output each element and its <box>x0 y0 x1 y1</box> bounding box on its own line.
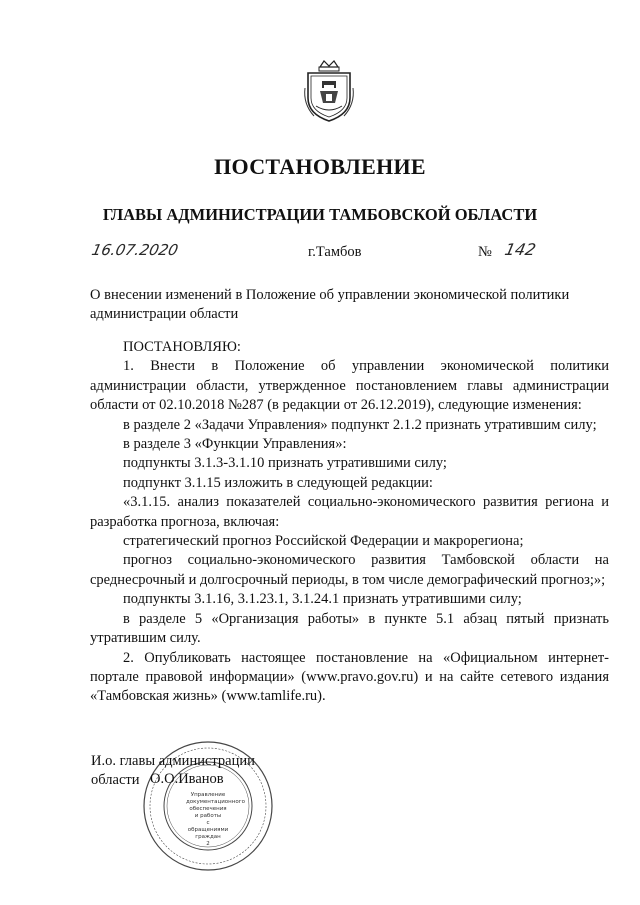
paragraph: в разделе 5 «Организация работы» в пункте 5.1 абзац пятый признать утратившим силу. <box>90 610 609 647</box>
paragraph: стратегический прогноз Российской Федерации и макрорегиона; <box>123 533 524 550</box>
paragraph: в разделе 2 «Задачи Управления» подпункт 2.1.2 признать утратившим силу; <box>123 416 597 433</box>
paragraph: подпункты 3.1.16, 3.1.23.1, 3.1.24.1 признать утратившими силу; <box>123 591 522 608</box>
seal-line: документационного <box>186 799 245 805</box>
seal-line: 2 <box>206 841 210 847</box>
document-subtitle: ГЛАВЫ АДМИНИСТРАЦИИ ТАМБОВСКОЙ ОБЛАСТИ <box>102 205 538 224</box>
paragraph: в разделе 3 «Функции Управления»: <box>123 436 347 453</box>
document-date: 16.07.2020 <box>90 241 180 259</box>
seal-text <box>186 792 245 848</box>
paragraph: подпункт 3.1.15 изложить в следующей редакции: <box>123 474 433 491</box>
tambov-coat-of-arms-icon <box>302 58 356 124</box>
document-title: ПОСТАНОВЛЕНИЕ <box>214 154 426 179</box>
seal-line: обеспечения <box>189 806 227 812</box>
signatory-position-line: И.о. главы администрации <box>91 753 255 769</box>
paragraph: 1. Внести в Положение об управлении экономической политики администрации области, утвержденное постановлением главы администрации области от 02.10.2018 №287 (в редакции от 26.12.2019), следующие изменения: <box>90 358 609 414</box>
paragraph: прогноз социально-экономического развития Тамбовской области на среднесрочный и долгосрочный периоды, в том числе демографический прогноз;»; <box>90 552 609 588</box>
paragraph: «3.1.15. анализ показателей социально-экономического развития региона и разработка прогноза, включая: <box>90 494 609 530</box>
document-number: 142 <box>502 240 538 259</box>
document-body <box>90 338 609 707</box>
paragraph: подпункты 3.1.3-3.1.10 признать утратившими силу; <box>123 455 447 472</box>
document-city: г.Тамбов <box>308 244 362 260</box>
signatory-name: О.О.Иванов <box>150 771 224 787</box>
document-number-label: № <box>478 244 492 260</box>
seal-line: с обращениями <box>187 820 229 833</box>
paragraph: 2. Опубликовать настоящее постановление на «Официальном интернет-портале правовой информации» (www.pravo.gov.ru) и на сайте сетевого издания «Тамбовская жизнь» (www.tamlife.ru). <box>90 649 609 705</box>
seal-line: граждан <box>195 834 221 840</box>
decree-word: ПОСТАНОВЛЯЮ: <box>123 339 241 355</box>
seal-line: Управление <box>190 792 226 798</box>
seal-line: и работы <box>194 813 222 819</box>
document-subject: О внесении изменений в Положение об управлении экономической политики администрации области <box>90 287 570 322</box>
signatory-position-line: области <box>91 772 140 788</box>
